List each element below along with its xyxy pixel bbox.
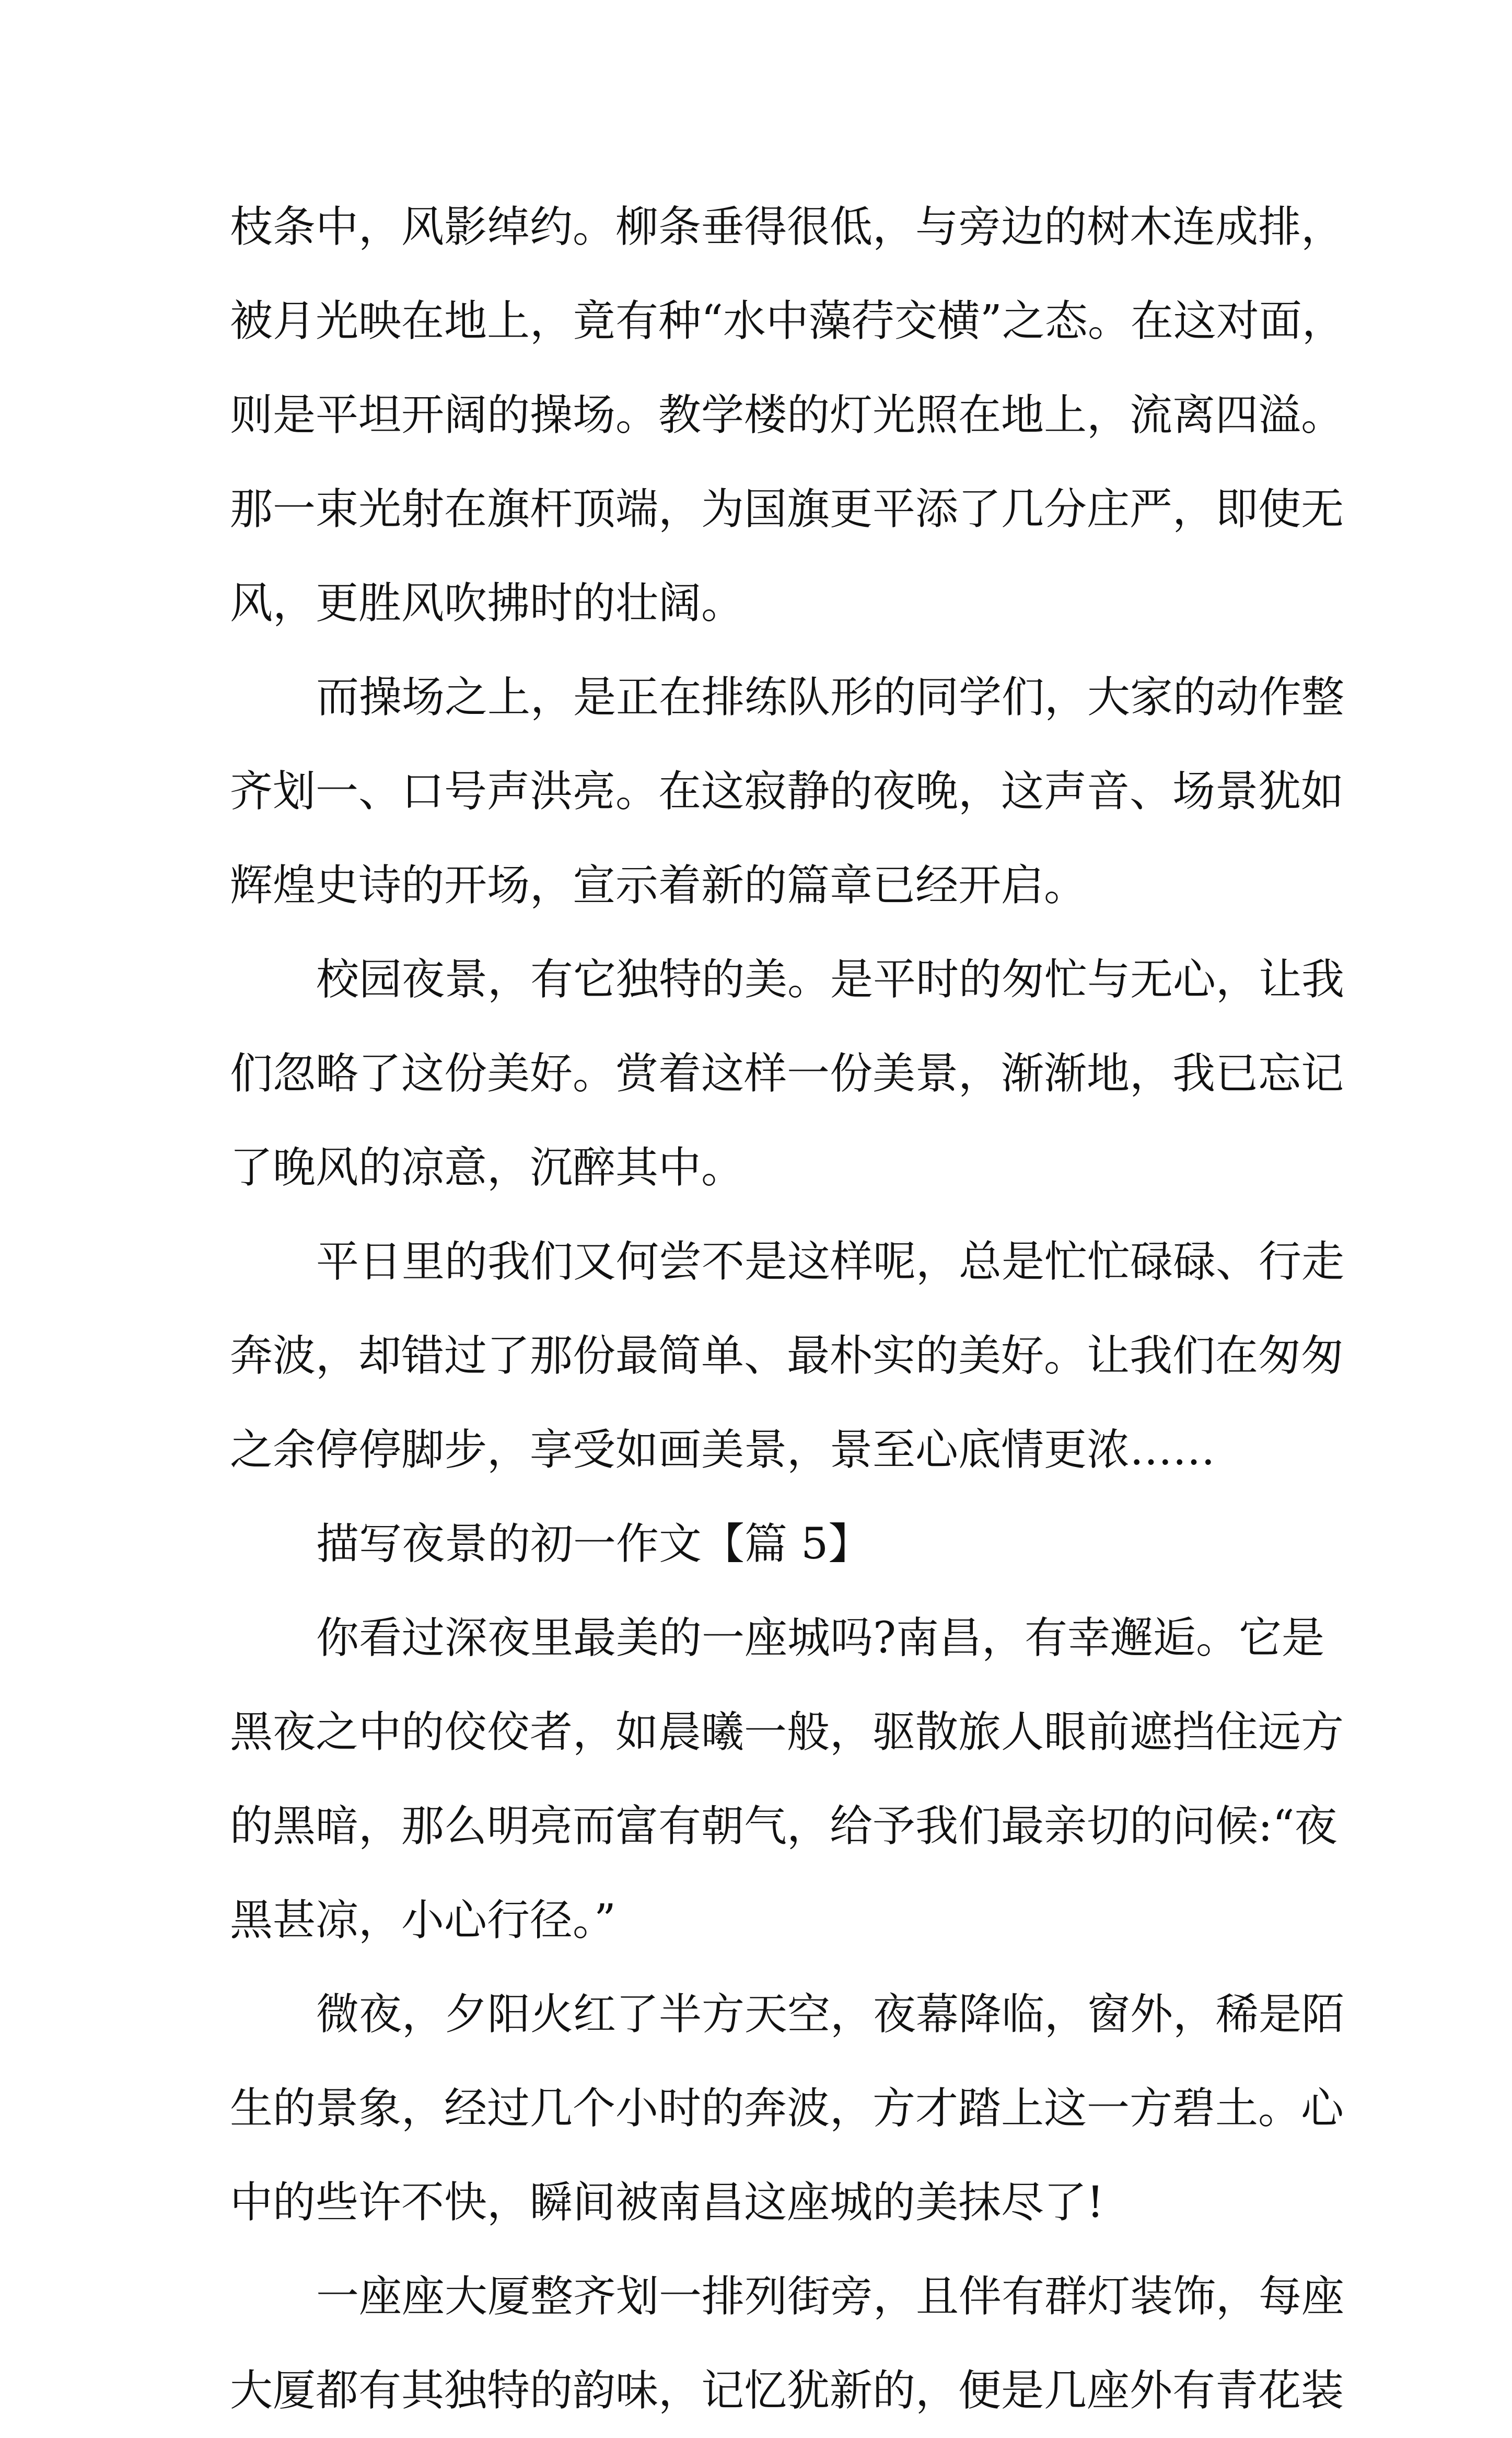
paragraph-start-line: 平日里的我们又何尝不是这样呢，总是忙忙碌碌、行走 bbox=[316, 1237, 1345, 1287]
document-body bbox=[230, 180, 1345, 2438]
body-line: 奔波，却错过了那份最简单、最朴实的美好。让我们在匆匆 bbox=[230, 1331, 1344, 1381]
body-line: 之余停停脚步，享受如画美景，景至心底情更浓…… bbox=[230, 1425, 1216, 1475]
paragraph-start-line: 校园夜景，有它独特的美。是平时的匆忙与无心，让我 bbox=[316, 955, 1345, 1004]
body-line: 的黑暗，那么明亮而富有朝气，给予我们最亲切的问候:“夜 bbox=[230, 1801, 1337, 1851]
paragraph-start-line: 一座座大厦整齐划一排列街旁，且伴有群灯装饰，每座 bbox=[316, 2272, 1345, 2321]
body-line: 了晚风的凉意，沉醉其中。 bbox=[230, 1143, 745, 1193]
body-line: 黑甚凉，小心行径。” bbox=[230, 1896, 616, 1945]
body-line: 中的些许不快，瞬间被南昌这座城的美抹尽了! bbox=[230, 2178, 1104, 2227]
body-line: 黑夜之中的佼佼者，如晨曦一般，驱散旅人眼前遮挡住远方 bbox=[230, 1707, 1344, 1757]
body-line: 生的景象，经过几个小时的奔波，方才踏上这一方碧土。心 bbox=[230, 2084, 1344, 2133]
body-line: 齐划一、口号声洪亮。在这寂静的夜晚，这声音、场景犹如 bbox=[230, 767, 1344, 816]
body-line: 被月光映在地上，竟有种“水中藻荇交横”之态。在这对面， bbox=[230, 296, 1345, 346]
body-line: 那一束光射在旗杆顶端，为国旗更平添了几分庄严，即使无 bbox=[230, 484, 1344, 534]
paragraph-start-line: 你看过深夜里最美的一座城吗?南昌，有幸邂逅。它是 bbox=[316, 1613, 1324, 1663]
body-line: 们忽略了这份美好。赏着这样一份美景，渐渐地，我已忘记 bbox=[230, 1049, 1344, 1099]
paragraph-start-line: 而操场之上，是正在排练队形的同学们，大家的动作整 bbox=[316, 673, 1345, 722]
body-line: 则是平坦开阔的操场。教学楼的灯光照在地上，流离四溢。 bbox=[230, 390, 1344, 440]
section-heading: 描写夜景的初一作文【篇 5】 bbox=[316, 1519, 871, 1569]
paragraph-start-line: 微夜，夕阳火红了半方天空，夜幕降临，窗外，稀是陌 bbox=[316, 1990, 1345, 2039]
body-line: 风，更胜风吹拂时的壮阔。 bbox=[230, 579, 745, 628]
body-line: 辉煌史诗的开场，宣示着新的篇章已经开启。 bbox=[230, 861, 1087, 910]
body-line: 大厦都有其独特的韵味，记忆犹新的，便是几座外有青花装 bbox=[230, 2366, 1344, 2416]
body-line: 枝条中，风影绰约。柳条垂得很低，与旁边的树木连成排， bbox=[230, 202, 1344, 252]
